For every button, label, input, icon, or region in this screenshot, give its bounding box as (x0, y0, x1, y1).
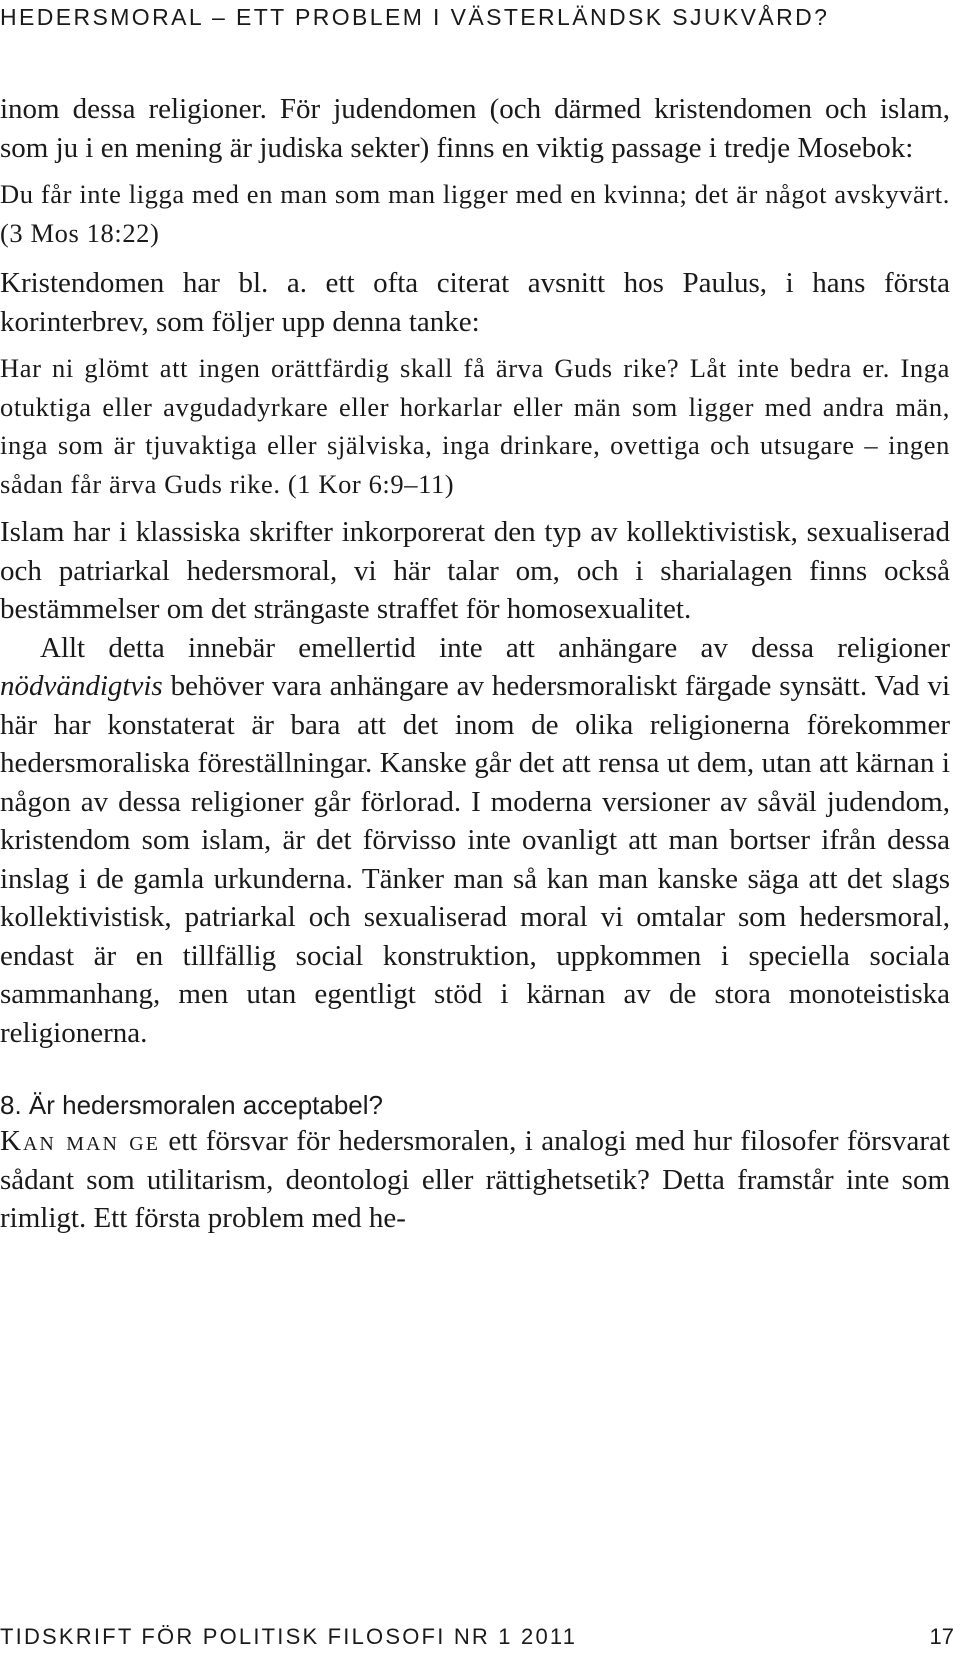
block-quote: Du får inte ligga med en man som man ligger med en kvinna; det är något avskyvärt. (3 Mos 18:22) (0, 179, 950, 248)
section-heading: 8. Är hedersmoralen acceptabel? (0, 1090, 384, 1120)
paragraph (0, 629, 950, 1053)
article-body (0, 90, 950, 1238)
paragraph-text: behöver vara anhängare av hedersmoraliskt färgade synsätt. Vad vi här har konstaterat är bara att det inom de olika religionerna förekommer hedersmoraliska föreställningar. Kanske går det att rensa ut dem, utan att kärnan i någon av dessa religioner går förlorad. I moderna versioner av såväl judendom, kristendom som islam, är det förvisso inte ovanligt att man bortser ifrån dessa inslag i de gamla urkunderna. Tänker man så kan man kanske säga att det slags kollektivistisk, patriarkal och sexualiserad moral vi omtalar som hedersmoral, endast är en tillfällig social konstruktion, uppkommen i speciella sociala sammanhang, men utan egentligt stöd i kärnan av de stora monoteistiska religionerna. (0, 670, 950, 1049)
small-caps-lead: Kan man ge (0, 1125, 160, 1157)
emphasis: nödvändigtvis (0, 670, 163, 702)
running-header: HEDERSMORAL – ETT PROBLEM I VÄSTERLÄNDSK SJUKVÅRD? (0, 4, 830, 30)
paragraph: Islam har i klassiska skrifter inkorporerat den typ av kollektivistisk, sexualiserad och patriarkal hedersmoral, vi här talar om, och i sharialagen finns också bestämmelser om det strängaste straffet för homosexualitet. (0, 516, 950, 625)
running-footer (0, 1624, 954, 1650)
page-number: 17 (929, 1624, 954, 1649)
block-quote: Har ni glömt att ingen orättfärdig skall få ärva Guds rike? Låt inte bedra er. Inga otuktiga eller avgudadyrkare eller horkarlar eller män som ligger med andra män, inga som är tjuvaktiga eller själviska, inga drinkare, ovettiga och utsugare – ingen sådan får ärva Guds rike. (1 Kor 6:9–11) (0, 353, 950, 499)
paragraph: Kristendomen har bl. a. ett ofta citerat avsnitt hos Paulus, i hans första korinterbrev, som följer upp denna tanke: (0, 267, 950, 338)
paragraph: inom dessa religioner. För judendomen (och därmed kristendomen och islam, som ju i en mening är judiska sekter) finns en viktig passage i tredje Mosebok: (0, 93, 950, 164)
journal-name: TIDSKRIFT FÖR POLITISK FILOSOFI NR 1 2011 (0, 1624, 578, 1649)
paragraph (0, 1122, 950, 1238)
paragraph-text: Allt detta innebär emellertid inte att anhängare av dessa religioner (40, 631, 950, 664)
paragraph-text: ett försvar för hedersmoralen, i analogi med hur filosofer försvarat sådant som utilitarism, deontologi eller rättighetsetik? Detta framstår inte som rimligt. Ett första problem med he- (0, 1125, 950, 1234)
